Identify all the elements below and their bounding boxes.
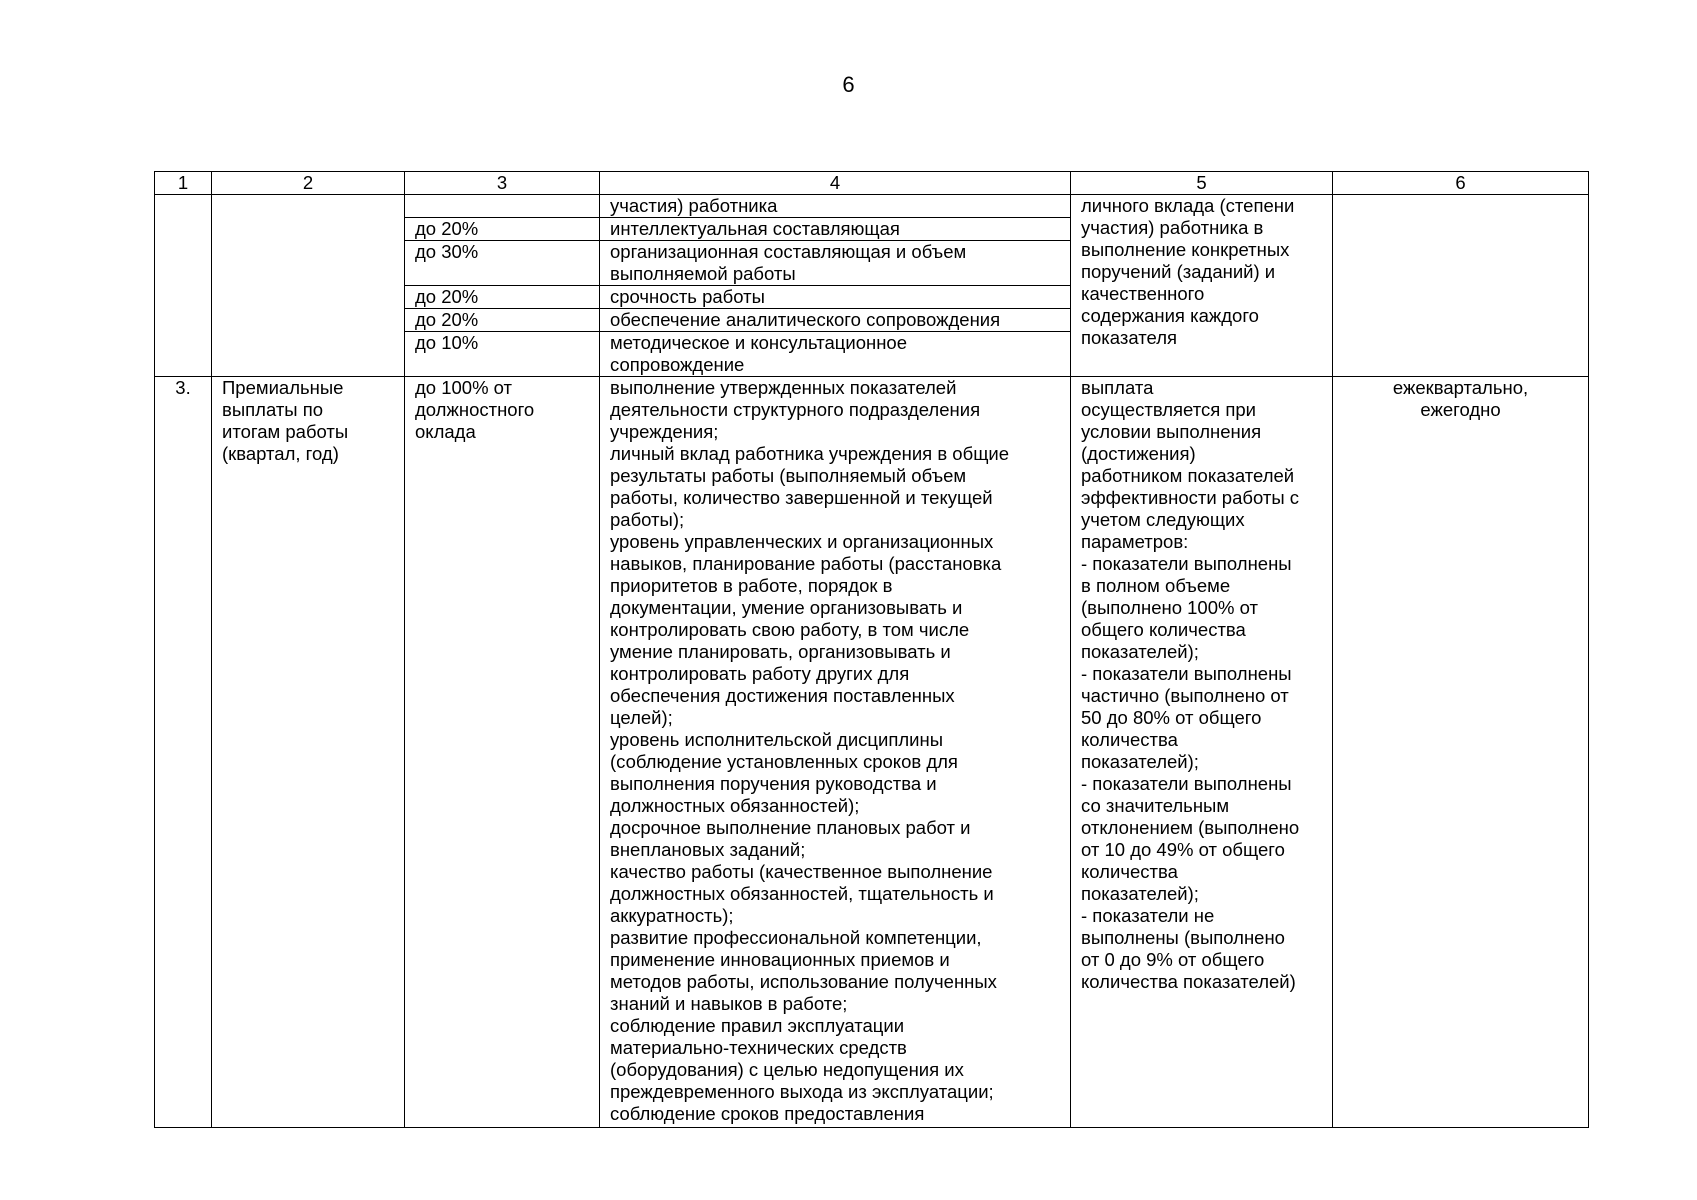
header-cell-3: 3 bbox=[405, 172, 600, 195]
payment-criteria: выполнение утвержденных показателей деятельности структурного подразделения учреждения; личный вклад работника учреждения в общие результаты работы (выполняемый объем работы, количество завершенной и текущей работы); уровень управленческих и организационных навыков, планирование работы (расстановка приоритетов в работе, порядок в документации, умение организовывать и контролировать свою работу, в том числе умение планировать, организовывать и контролировать работу других для обеспечения достижения поставленных целей); уровень исполнительской дисциплины (соблюдение установленных сроков для выполнения поручения руководства и должностных обязанностей); досрочное выполнение плановых работ и внеплановых заданий; качество работы (качественное выполнение должностных обязанностей, тщательность и аккуратность); развитие профессиональной компетенции, применение инновационных приемов и методов работы, использование полученных знаний и навыков в работе; соблюдение правил эксплуатации материально-технических средств (оборудования) с целью недопущения их преждевременного выхода из эксплуатации; соблюдение сроков предоставления bbox=[600, 377, 1071, 1128]
continuation-criteria-cell bbox=[600, 195, 1071, 377]
criteria-item: организационная составляющая и объем выполняемой работы bbox=[600, 240, 1070, 285]
pct-item bbox=[405, 195, 599, 217]
payment-conditions: выплата осуществляется при условии выполнения (достижения) работником показателей эффективности работы с учетом следующих параметров: - показатели выполнены в полном объеме (выполнено 100% от общего количества показателей); - показатели выполнены частично (выполнено от 50 до 80% от общего количества показателей); - показатели выполнены со значительным отклонением (выполнено от 10 до 49% от общего количества показателей); - показатели не выполнены (выполнено от 0 до 9% от общего количества показателей) bbox=[1071, 377, 1333, 1128]
continuation-frequency-cell bbox=[1333, 195, 1589, 377]
continuation-row bbox=[155, 195, 1589, 377]
continuation-name-cell bbox=[212, 195, 405, 377]
pct-item: до 20% bbox=[405, 217, 599, 240]
payment-amount: до 100% от должностного оклада bbox=[405, 377, 600, 1128]
criteria-item: участия) работника bbox=[610, 195, 778, 216]
criteria-item: срочность работы bbox=[600, 285, 1070, 308]
continuation-conditions-cell: личного вклада (степени участия) работника в выполнение конкретных поручений (заданий) и качественного содержания каждого показателя bbox=[1071, 195, 1333, 377]
criteria-item: обеспечение аналитического сопровождения bbox=[600, 308, 1070, 331]
payment-frequency: ежеквартально, ежегодно bbox=[1333, 377, 1589, 1128]
header-row bbox=[155, 172, 1589, 195]
payment-name: Премиальные выплаты по итогам работы (квартал, год) bbox=[212, 377, 405, 1128]
pct-item: до 20% bbox=[405, 285, 599, 308]
page-number: 6 bbox=[842, 72, 855, 97]
header-cell-2: 2 bbox=[212, 172, 405, 195]
criteria-item: методическое и консультационное сопровождение bbox=[600, 331, 1070, 376]
continuation-pct-cell bbox=[405, 195, 600, 377]
criteria-item: интеллектуальная составляющая bbox=[600, 217, 1070, 240]
header-cell-4: 4 bbox=[600, 172, 1071, 195]
table-row-3 bbox=[155, 377, 1589, 1128]
header-cell-1: 1 bbox=[155, 172, 212, 195]
pct-item: до 20% bbox=[405, 308, 599, 331]
continuation-num-cell bbox=[155, 195, 212, 377]
row-number: 3. bbox=[155, 377, 212, 1128]
header-cell-6: 6 bbox=[1333, 172, 1589, 195]
pct-item: до 10% bbox=[405, 331, 599, 376]
header-cell-5: 5 bbox=[1071, 172, 1333, 195]
payments-table bbox=[154, 171, 1589, 1128]
pct-item: до 30% bbox=[405, 240, 599, 285]
